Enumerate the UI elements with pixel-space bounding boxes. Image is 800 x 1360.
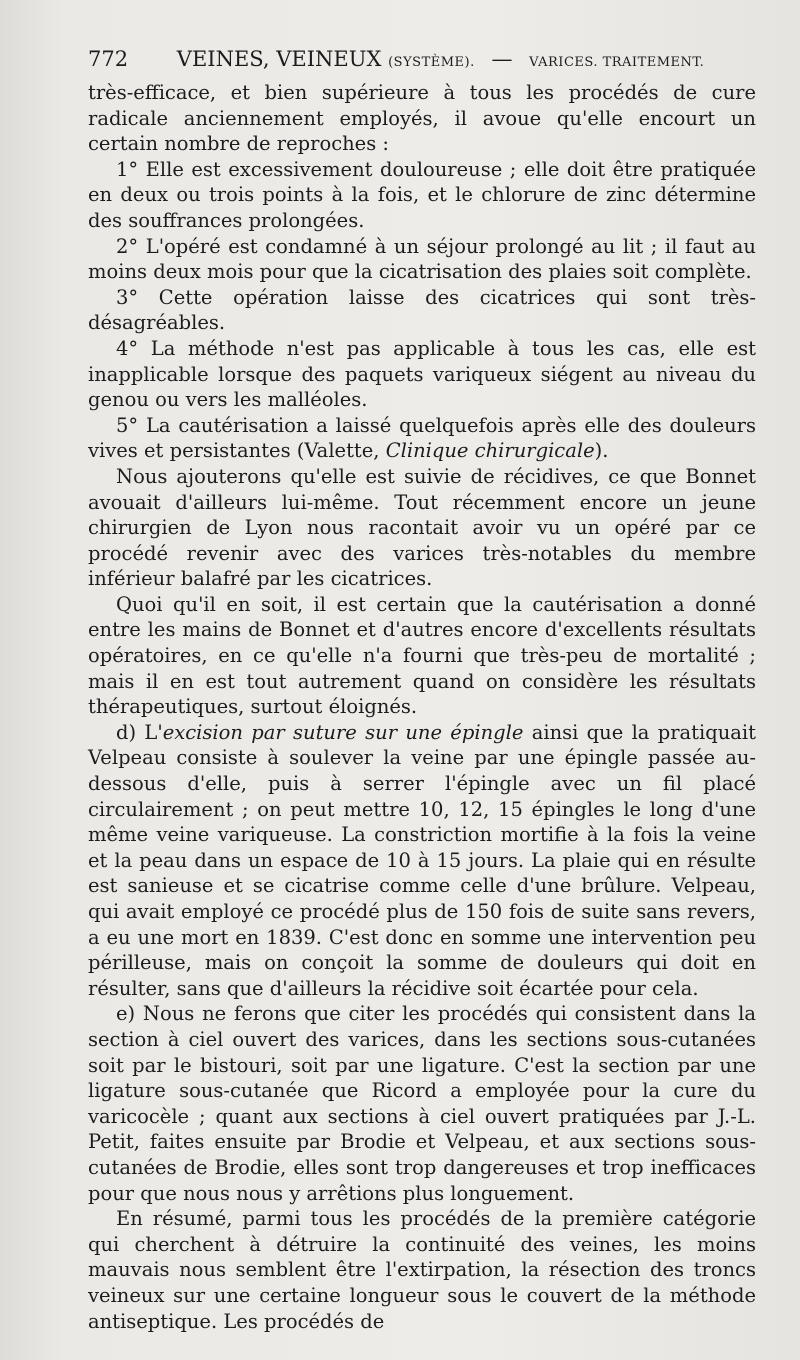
paragraph (88, 413, 756, 464)
header-section: VARICES. TRAITEMENT. (529, 55, 705, 70)
text-run: ). (594, 439, 609, 463)
text-run: d) L' (116, 720, 163, 744)
header-dash: — (491, 47, 513, 71)
paragraph: 2° L'opéré est condamné à un séjour prolongé au lit ; il faut au moins deux mois pour que la cicatrisation des plaies soit complète. (88, 234, 756, 284)
italic-title: Clinique chirurgicale (385, 439, 595, 463)
header-title: VEINES, VEINEUX (176, 47, 382, 71)
paragraph: 3° Cette opération laisse des cicatrices qui sont très-désagréables. (88, 285, 756, 335)
paragraph: Nous ajouterons qu'elle est suivie de récidives, ce que Bonnet avouait d'ailleurs lui-même. Tout récemment encore un jeune chirurgien de Lyon nous racontait avoir vu un opéré par ce procédé revenir avec des varices très-notables du membre inférieur balafré par les cicatrices. (88, 464, 756, 591)
paragraph: En résumé, parmi tous les procédés de la première catégorie qui cherchent à détruire la continuité des veines, les moins mauvais nous semblent être l'extirpation, la résection des troncs veineux sur une certaine longueur sous le couvert de la méthode antiseptique. Les procédés de (88, 1207, 756, 1333)
text-run: 5° La cautérisation a laissé quelquefois après elle des douleurs vives et persistantes (Valette, (88, 413, 756, 463)
running-header (88, 44, 768, 78)
text-run: ainsi que la pratiquait Velpeau consiste à soulever la veine par une épingle passée au-dessous d'elle, puis à serrer l'épingle avec un fil placé circulairement ; on peut mettre 10, 12, 15 épingles le long d'une même veine variqueuse. La constriction mortifie à la fois la veine et la peau dans un espace de 10 à 15 jours. La plaie qui en résulte est sanieuse et se cicatrise comme celle d'une brûlure. Velpeau, qui avait employé ce procédé plus de 150 fois de suite sans revers, a eu une mort en 1839. C'est donc en somme une intervention peu périlleuse, mais on conçoit la somme de douleurs qui doit en résulter, sans que d'ailleurs la récidive soit écartée pour cela. (88, 720, 756, 1000)
paragraph: e) Nous ne ferons que citer les procédés qui consistent dans la section à ciel ouvert des varices, dans les sections sous-cutanées soit par le bistouri, soit par une ligature. C'est la section par une ligature sous-cutanée que Ricord a employée pour la cure du varicocèle ; quant aux sections à ciel ouvert pratiquées par J.-L. Petit, faites ensuite par Brodie et Velpeau, et aux sections sous-cutanées de Brodie, elles sont trop dangereuses et trop inefficaces pour que nous nous y arrêtions plus longuement. (88, 1002, 756, 1205)
paragraph: très-efficace, et bien supérieure à tous les procédés de cure radicale anciennement employés, il avoue qu'elle encourt un certain nombre de reproches : (88, 81, 756, 156)
header-system: (SYSTÈME). (388, 55, 475, 70)
paragraph: Quoi qu'il en soit, il est certain que la cautérisation a donné entre les mains de Bonnet et d'autres encore d'excellents résultats opératoires, en ce qu'elle n'a fourni que très-peu de mortalité ; mais il en est tout autrement quand on considère les résultats thérapeutiques, surtout éloignés. (88, 592, 756, 719)
page-number: 772 (88, 47, 129, 71)
body-text (88, 80, 756, 1334)
paragraph: 4° La méthode n'est pas applicable à tous les cas, elle est inapplicable lorsque des paquets variqueux siégent au niveau du genou ou vers les malléoles. (88, 336, 756, 412)
italic-term: excision par suture sur une épingle (162, 720, 524, 744)
paragraph (88, 720, 756, 1002)
paragraph: 1° Elle est excessivement douloureuse ; elle doit être pratiquée en deux ou trois points à la fois, et le chlorure de zinc détermine des souffrances prolongées. (88, 157, 756, 232)
